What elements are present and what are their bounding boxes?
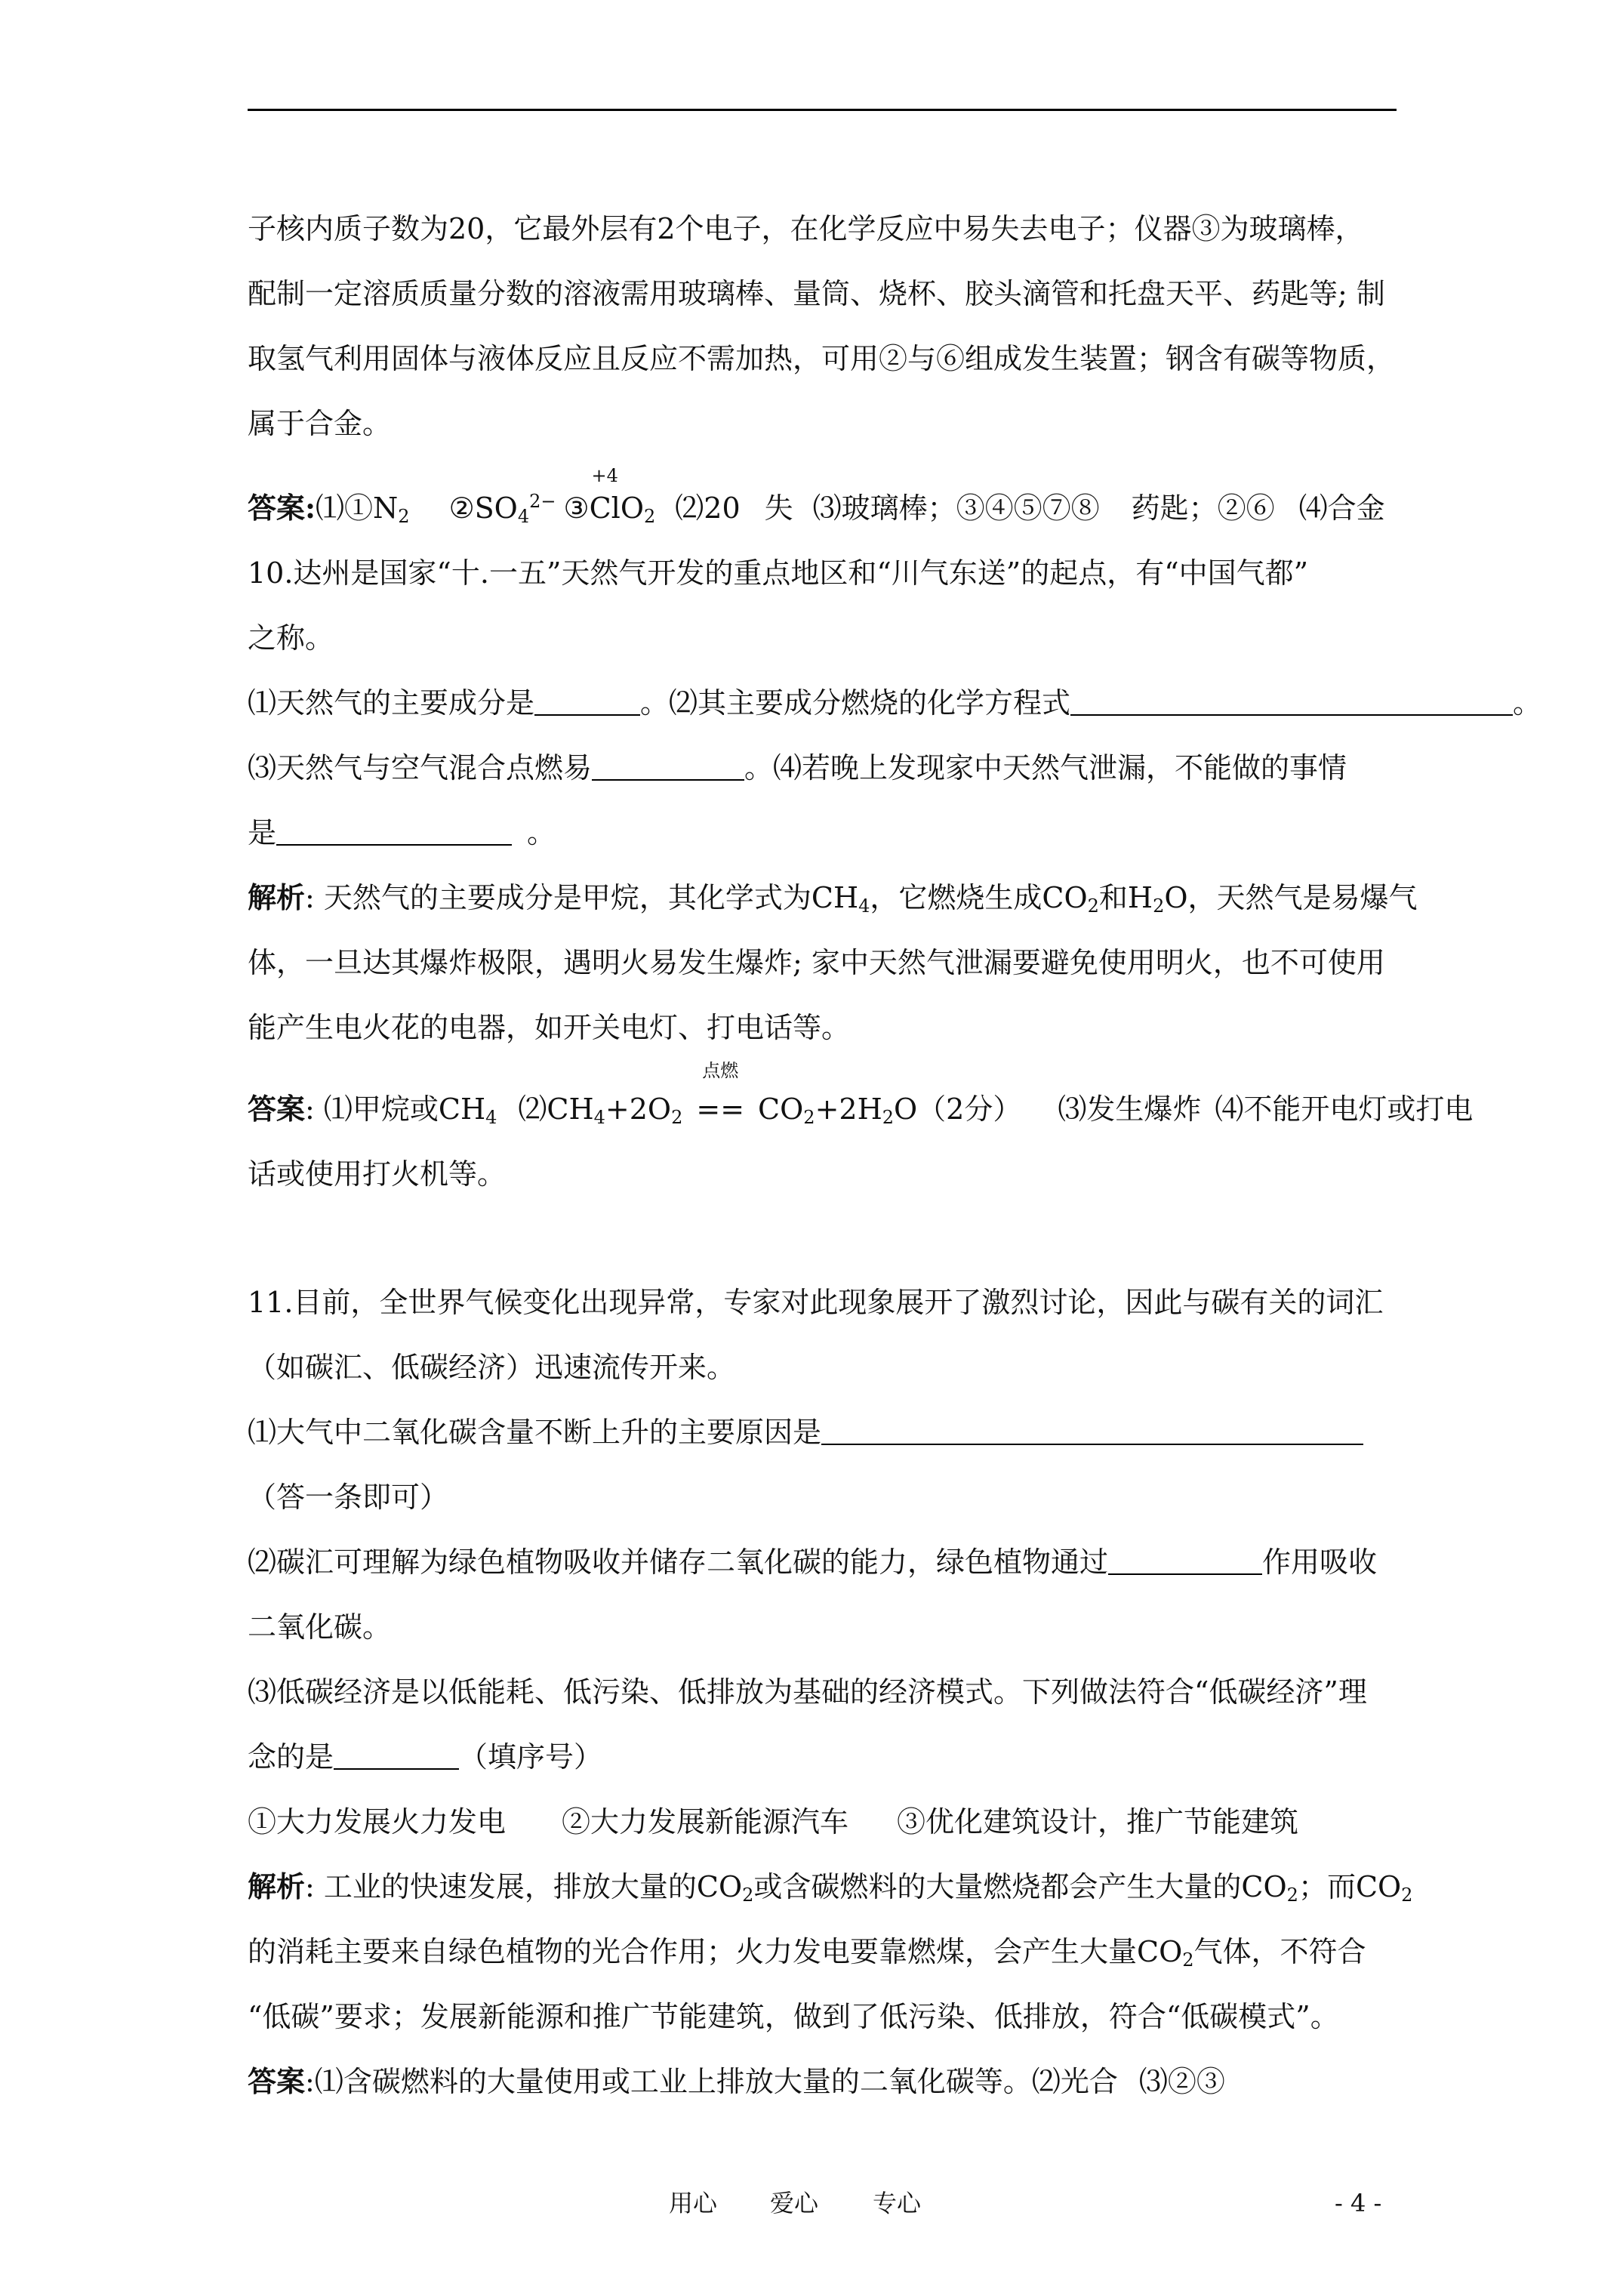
answer9-line: 答案$:⑴①N_2$ $②SO_4^{2-}$ ③ +4 ClO$_2$ ⑵20 失 ⑶玻璃棒；③④⑤⑦⑧ 药匙；②⑥ ⑷合金 [248, 465, 1385, 527]
option-2: ②大力发展新能源汽车 [562, 1805, 849, 1838]
reaction-condition: 点燃 == [696, 1060, 745, 1126]
analysis10-line3: 能产生电火花的电器，如开关电灯、打电话等。 [248, 1011, 851, 1044]
answer-blank [276, 817, 512, 846]
para9-line4: 属于合金。 [248, 407, 392, 440]
answer-blank [1070, 687, 1513, 716]
footer-word-1: 用心 [669, 2189, 718, 2217]
option-3: ③优化建筑设计，推广节能建筑 [897, 1805, 1299, 1838]
footer-word-2: 爱心 [770, 2189, 819, 2217]
q11-options [248, 1804, 1298, 1839]
analysis-label: 解析 [248, 880, 306, 914]
analysis10-line2: 体，一旦达其爆炸极限，遇明火易发生爆炸; 家中天然气泄漏要避免使用明火，也不可使用 [248, 946, 1385, 979]
analysis11-line2: 的消耗主要来自绿色植物的光合作用；火力发电要靠燃煤，会产生大量$CO_2$气体，不符合 [248, 1935, 1366, 1971]
answer-label: 答案 [248, 1092, 306, 1126]
answer11-line: 答案:⑴含碳燃料的大量使用或工业上排放大量的二氧化碳等。⑵光合 ⑶②③ [248, 2064, 1225, 2098]
q11-line2: （如碳汇、低碳经济）迅速流传开来。 [248, 1351, 736, 1384]
answer-blank [534, 687, 640, 716]
option-1: ①大力发展火力发电 [248, 1805, 507, 1838]
q10-line3: ⑴天然气的主要成分是 。⑵其主要成分燃烧的化学方程式 。 [248, 686, 1542, 720]
header-rule [248, 109, 1397, 111]
analysis11-line3: “低碳”要求；发展新能源和推广节能建筑，做到了低污染、低排放，符合“低碳模式”。 [248, 2000, 1339, 2033]
q10-line2: 之称。 [248, 621, 334, 655]
q11-line1: 11.目前，全世界气候变化出现异常，专家对此现象展开了激烈讨论，因此与碳有关的词汇 [248, 1286, 1384, 1319]
analysis10-line1: 解析: 天然气的主要成分是甲烷，其化学式为$CH_4$，它燃烧生成$CO_2$和$H_2O$，天然气是易爆气 [248, 880, 1418, 917]
answer-blank [592, 752, 744, 781]
footer-word-3: 专心 [873, 2189, 922, 2217]
para9-line1: 子核内质子数为20，它最外层有2个电子，在化学反应中易失去电子；仪器③为玻璃棒， [248, 212, 1364, 245]
q11-line4: （答一条即可） [248, 1481, 449, 1514]
answer10-line1: 答案: ⑴甲烷或$CH_4$ $⑵CH_4+2O_2$ 点燃 == $CO_2+2H_2O(2$分） ⑶发生爆炸 ⑷不能开电灯或打电 [248, 1060, 1474, 1128]
answer-blank [821, 1416, 1363, 1445]
para9-line2: 配制一定溶质质量分数的溶液需用玻璃棒、量筒、烧杯、胶头滴管和托盘天平、药匙等; 制 [248, 277, 1385, 310]
para9-line3: 取氢气利用固体与液体反应且反应不需加热，可用②与⑥组成发生装置；钢含有碳等物质， [248, 342, 1396, 375]
q10-line4: ⑶天然气与空气混合点燃易 。⑷若晚上发现家中天然气泄漏，不能做的事情 [248, 751, 1347, 784]
q10-line5: 是 。 [248, 816, 556, 849]
page-number: - 4 - [1335, 2189, 1382, 2217]
q10-line1: 10.达州是国家“十.一五”天然气开发的重点地区和“川气东送”的起点，有“中国气都” [248, 556, 1309, 590]
q11-line5: ⑵碳汇可理解为绿色植物吸收并储存二氧化碳的能力，绿色植物通过 作用吸收 [248, 1546, 1378, 1579]
q11-line6: 二氧化碳。 [248, 1610, 392, 1644]
q11-line3: ⑴大气中二氧化碳含量不断上升的主要原因是 [248, 1415, 1363, 1450]
answer10-line2: 话或使用打火机等。 [248, 1157, 507, 1191]
analysis11-line1: 解析: 工业的快速发展，排放大量的$CO_2$或含碳燃料的大量燃烧都会产生大量的$CO_2$；而$CO_2$ [248, 1869, 1413, 1906]
answer-label: 答案 [248, 2064, 306, 2098]
answer-blank [334, 1741, 459, 1770]
answer-blank [1108, 1546, 1262, 1575]
analysis-label: 解析 [248, 1869, 306, 1903]
q11-line7: ⑶低碳经济是以低能耗、低污染、低排放为基础的经济模式。下列做法符合“低碳经济”理 [248, 1675, 1367, 1709]
q11-line8: 念的是 （填序号） [248, 1740, 603, 1774]
valence-mark: +4 Cl [589, 465, 621, 525]
answer-label: 答案: [248, 491, 316, 525]
